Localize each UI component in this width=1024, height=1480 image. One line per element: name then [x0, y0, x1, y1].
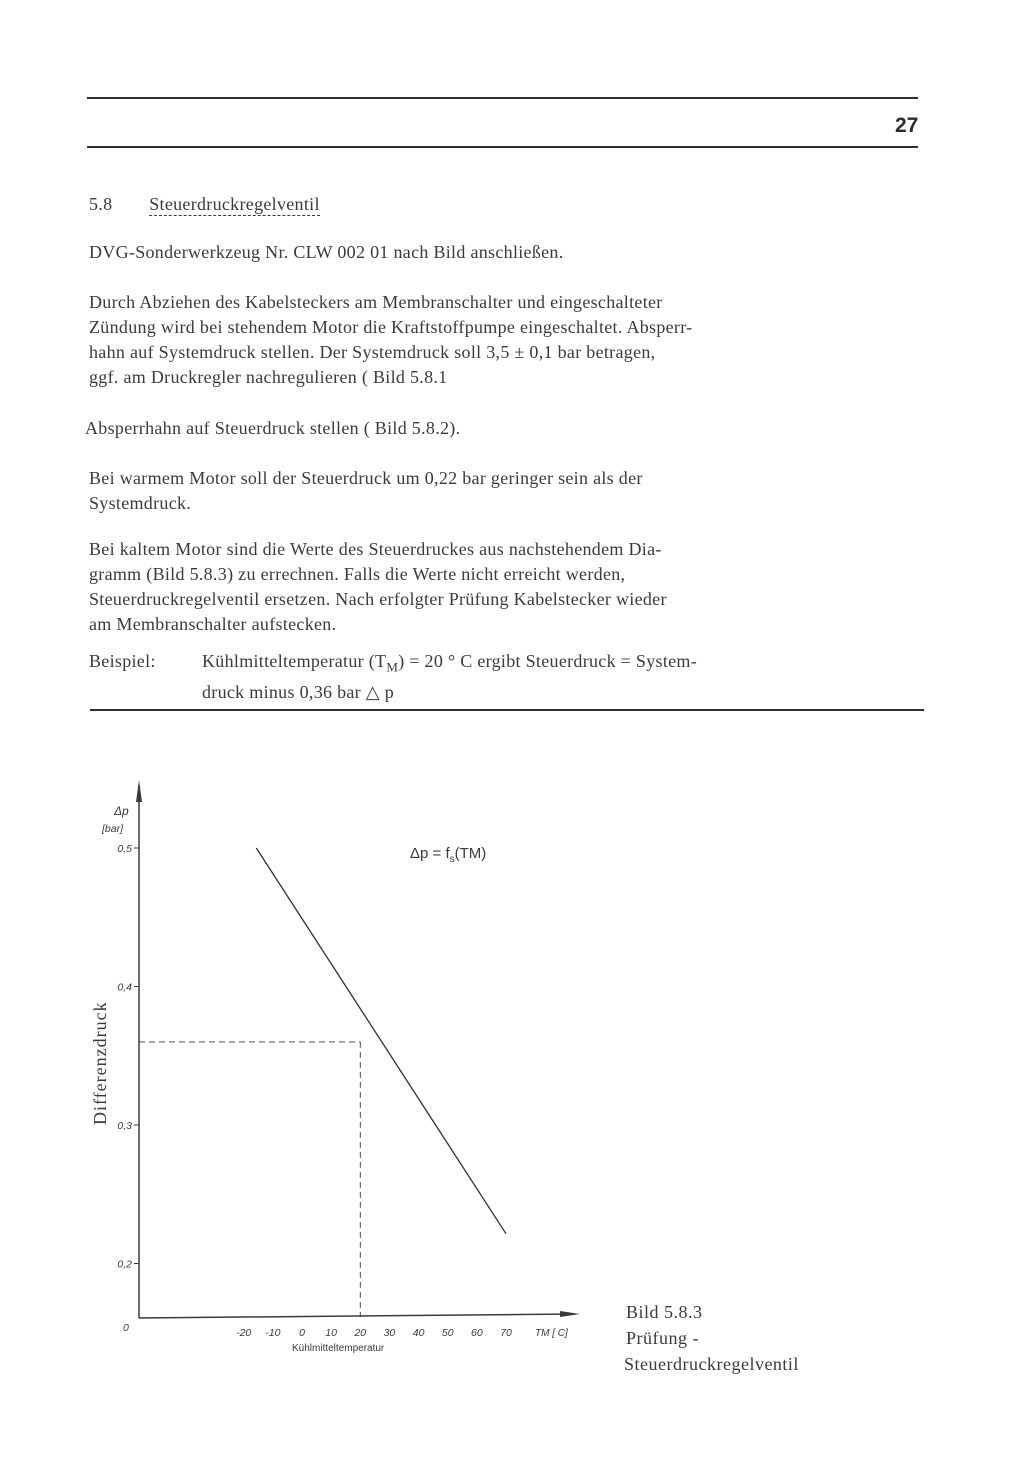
- paragraph-tool: [89, 240, 564, 265]
- text-line: gramm (Bild 5.8.3) zu errechnen. Falls die Werte nicht erreicht werden,: [89, 564, 626, 584]
- x-tick-label: 50: [441, 1327, 454, 1339]
- x-tick-label: 10: [325, 1327, 337, 1339]
- figure-caption: [626, 1299, 799, 1377]
- paragraph-control-pressure: [85, 416, 460, 441]
- pressure-chart: [0, 760, 620, 1380]
- text-line: DVG-Sonderwerkzeug Nr. CLW 002 01 nach Bild anschließen.: [89, 242, 564, 262]
- text-line: hahn auf Systemdruck stellen. Der Systemdruck soll 3,5 ± 0,1 bar betragen,: [89, 342, 656, 362]
- text-line: Bei kaltem Motor sind die Werte des Steuerdruckes aus nachstehendem Dia-: [89, 539, 662, 559]
- text-line: Zündung wird bei stehendem Motor die Kraftstoffpumpe eingeschaltet. Absperr-: [89, 317, 693, 337]
- x-tick-label: 60: [471, 1327, 483, 1339]
- x-tick-label: 20: [354, 1327, 367, 1339]
- section-number: 5.8: [89, 194, 113, 214]
- x-unit: TM [ C]: [535, 1328, 568, 1339]
- x-axis: [139, 1314, 574, 1318]
- example-text: [202, 649, 697, 705]
- x-tick-label: 70: [500, 1327, 512, 1339]
- y-unit-symbol: Δp: [114, 804, 129, 818]
- page-number: 27: [895, 114, 919, 137]
- header-bottom-rule: [87, 146, 918, 148]
- y-axis-arrow: [136, 780, 142, 802]
- text-line: Absperrhahn auf Steuerdruck stellen ( Bild 5.8.2).: [85, 418, 461, 438]
- y-tick-label: 0,3: [117, 1120, 132, 1132]
- section-end-rule: [90, 709, 924, 711]
- origin-label: 0: [123, 1322, 129, 1334]
- caption-line: Bild 5.8.3: [626, 1302, 703, 1322]
- y-tick-label: 0,4: [117, 981, 132, 994]
- x-axis-label: Kühlmitteltemperatur: [292, 1343, 385, 1354]
- header-top-rule: [87, 97, 918, 99]
- x-tick-label: 0: [299, 1327, 305, 1339]
- text-line: Durch Abziehen des Kabelsteckers am Membranschalter und eingeschalteter: [89, 292, 663, 312]
- y-tick-label: 0,5: [117, 843, 132, 855]
- y-unit: [bar]: [102, 823, 124, 835]
- y-axis-label: Differenzdruck: [90, 1001, 110, 1125]
- x-ticks: [236, 1327, 512, 1339]
- text-line: Bei warmem Motor soll der Steuerdruck um 0,22 bar geringer sein als der: [89, 468, 643, 488]
- x-tick-label: -10: [265, 1327, 281, 1339]
- paragraph-warm-engine: [89, 466, 643, 516]
- x-tick-label: -20: [236, 1327, 252, 1339]
- x-tick-label: 30: [383, 1327, 396, 1339]
- paragraph-system-pressure: [89, 290, 692, 390]
- text-line: Systemdruck.: [89, 493, 192, 513]
- caption-line: Prüfung -: [626, 1328, 699, 1348]
- section-heading: [89, 192, 320, 217]
- caption-line: Steuerdruckregelventil: [624, 1354, 799, 1374]
- text-line: ggf. am Druckregler nachregulieren ( Bild 5.8.1: [89, 367, 448, 387]
- y-tick-label: 0,2: [117, 1258, 132, 1271]
- example-line-2: druck minus 0,36 bar △ p: [202, 681, 395, 702]
- y-ticks: [117, 843, 139, 1271]
- x-axis-arrow: [560, 1311, 580, 1317]
- example-label: Beispiel:: [89, 651, 156, 671]
- chart-formula: $\Delta p = f_s(TM)$: [410, 845, 487, 865]
- series-line: [256, 848, 506, 1234]
- text-line: Steuerdruckregelventil ersetzen. Nach erfolgter Prüfung Kabelstecker wieder: [89, 589, 667, 609]
- section-title: Steuerdruckregelventil: [149, 194, 320, 214]
- paragraph-cold-engine: [89, 537, 667, 637]
- x-tick-label: 40: [412, 1327, 425, 1339]
- text-line: am Membranschalter aufstecken.: [89, 614, 337, 634]
- example-line-1: Kühlmitteltemperatur $(T_M) = 20$ ° C ergibt Steuerdruck = System-: [202, 651, 698, 675]
